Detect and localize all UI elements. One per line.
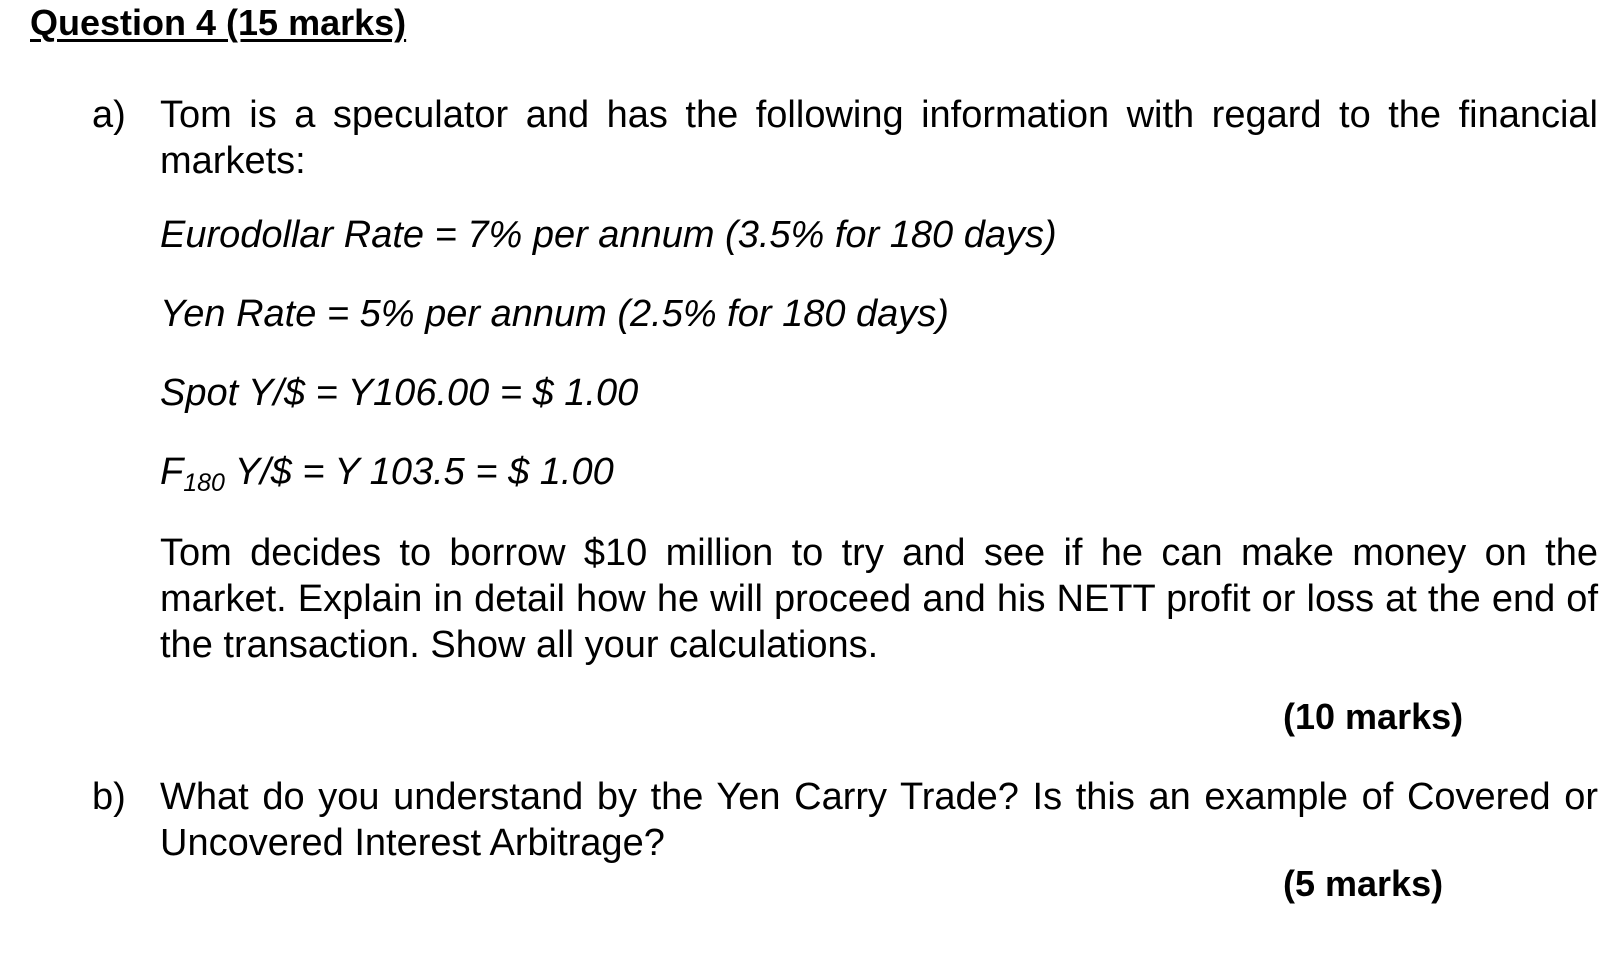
part-b-marks: (5 marks): [1283, 863, 1444, 904]
part-a-intro: Tom is a speculator and has the following information with regard to the financial markets:: [160, 94, 1598, 182]
part-a-task: Tom decides to borrow $10 million to try and see if he can make money on the market. Explain in detail how he will proceed and his NETT profit or loss at the end of the transaction. Show all your calculations.: [160, 532, 1598, 666]
yen-rate: Yen Rate = 5% per annum (2.5% for 180 days): [160, 293, 949, 335]
eurodollar-rate: Eurodollar Rate = 7% per annum (3.5% for 180 days): [160, 214, 1057, 256]
spot-rate: Spot Y/$ = Y106.00 = $ 1.00: [160, 372, 639, 414]
question-heading: Question 4 (15 marks): [30, 2, 407, 43]
part-a-label: a): [92, 94, 126, 136]
part-b-question: What do you understand by the Yen Carry Trade? Is this an example of Covered or Uncovered Interest Arbitrage?: [160, 776, 1598, 864]
forward-rate-subscript: 180: [183, 469, 225, 497]
forward-rate-value: Y/$ = Y 103.5 = $ 1.00: [224, 451, 614, 493]
forward-rate-prefix: F: [160, 451, 184, 493]
part-a-marks: (10 marks): [1283, 696, 1464, 737]
forward-rate: [160, 451, 614, 498]
part-b-label: b): [92, 776, 126, 818]
